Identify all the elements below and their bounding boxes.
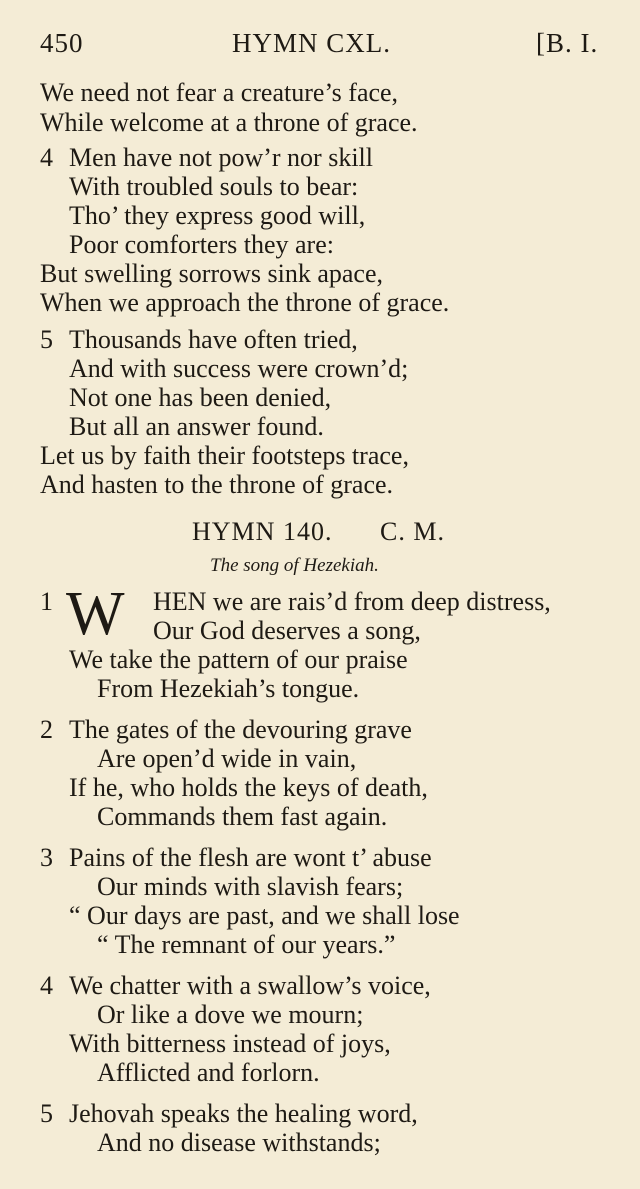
verse-number: 3 (40, 843, 53, 872)
verse-line: Men have not pow’r nor skill (69, 143, 374, 172)
hymn-meter: C. M. (380, 517, 445, 546)
verse-number: 4 (40, 143, 53, 172)
hymn-title: HYMN 140. (192, 517, 333, 546)
verse-line: Tho’ they express good will, (69, 201, 366, 230)
verse-line: And no disease withstands; (97, 1128, 381, 1157)
verse-line: From Hezekiah’s tongue. (97, 674, 360, 703)
verse-line: We chatter with a swallow’s voice, (69, 971, 431, 1000)
verse-line: HEN we are rais’d from deep distress, (153, 587, 551, 616)
verse-line: And with success were crown’d; (69, 354, 409, 383)
verse-line: And hasten to the throne of grace. (40, 470, 394, 499)
verse-line: But swelling sorrows sink apace, (40, 259, 384, 288)
verse-number: 5 (40, 325, 53, 354)
verse-line: With troubled souls to bear: (69, 172, 359, 201)
verse-number: 4 (40, 971, 53, 1000)
running-title: HYMN CXL. (232, 28, 392, 58)
verse-line: Are open’d wide in vain, (97, 744, 357, 773)
verse-line: But all an answer found. (69, 412, 324, 441)
verse-line: With bitterness instead of joys, (69, 1029, 391, 1058)
verse-line: Not one has been denied, (69, 383, 332, 412)
verse-line: Our minds with slavish fears; (97, 872, 404, 901)
verse-line: Jehovah speaks the healing word, (69, 1099, 418, 1128)
verse-line: Or like a dove we mourn; (97, 1000, 364, 1029)
verse-line: We need not fear a creature’s face, (40, 78, 399, 107)
verse-number: 1 (40, 587, 53, 616)
verse-line: While welcome at a throne of grace. (40, 108, 418, 137)
verse-line: Commands them fast again. (97, 802, 388, 831)
verse-line: “ The remnant of our years.” (97, 930, 396, 959)
book-reference: [B. I. (536, 28, 599, 58)
verse-line: When we approach the throne of grace. (40, 288, 450, 317)
verse-line: Let us by faith their footsteps trace, (40, 441, 409, 470)
verse-line: Thousands have often tried, (69, 325, 358, 354)
verse-line: We take the pattern of our praise (69, 645, 408, 674)
drop-cap: W (66, 580, 125, 648)
page-number: 450 (40, 28, 84, 58)
verse-number: 5 (40, 1099, 53, 1128)
verse-line: Afflicted and forlorn. (97, 1058, 320, 1087)
verse-line: “ Our days are past, and we shall lose (69, 901, 460, 930)
verse-line: Poor comforters they are: (69, 230, 334, 259)
verse-line: Our God deserves a song, (153, 616, 421, 645)
hymn-subtitle: The song of Hezekiah. (210, 555, 379, 576)
verse-line: If he, who holds the keys of death, (69, 773, 428, 802)
verse-line: The gates of the devouring grave (69, 715, 412, 744)
verse-number: 2 (40, 715, 53, 744)
verse-line: Pains of the flesh are wont t’ abuse (69, 843, 432, 872)
